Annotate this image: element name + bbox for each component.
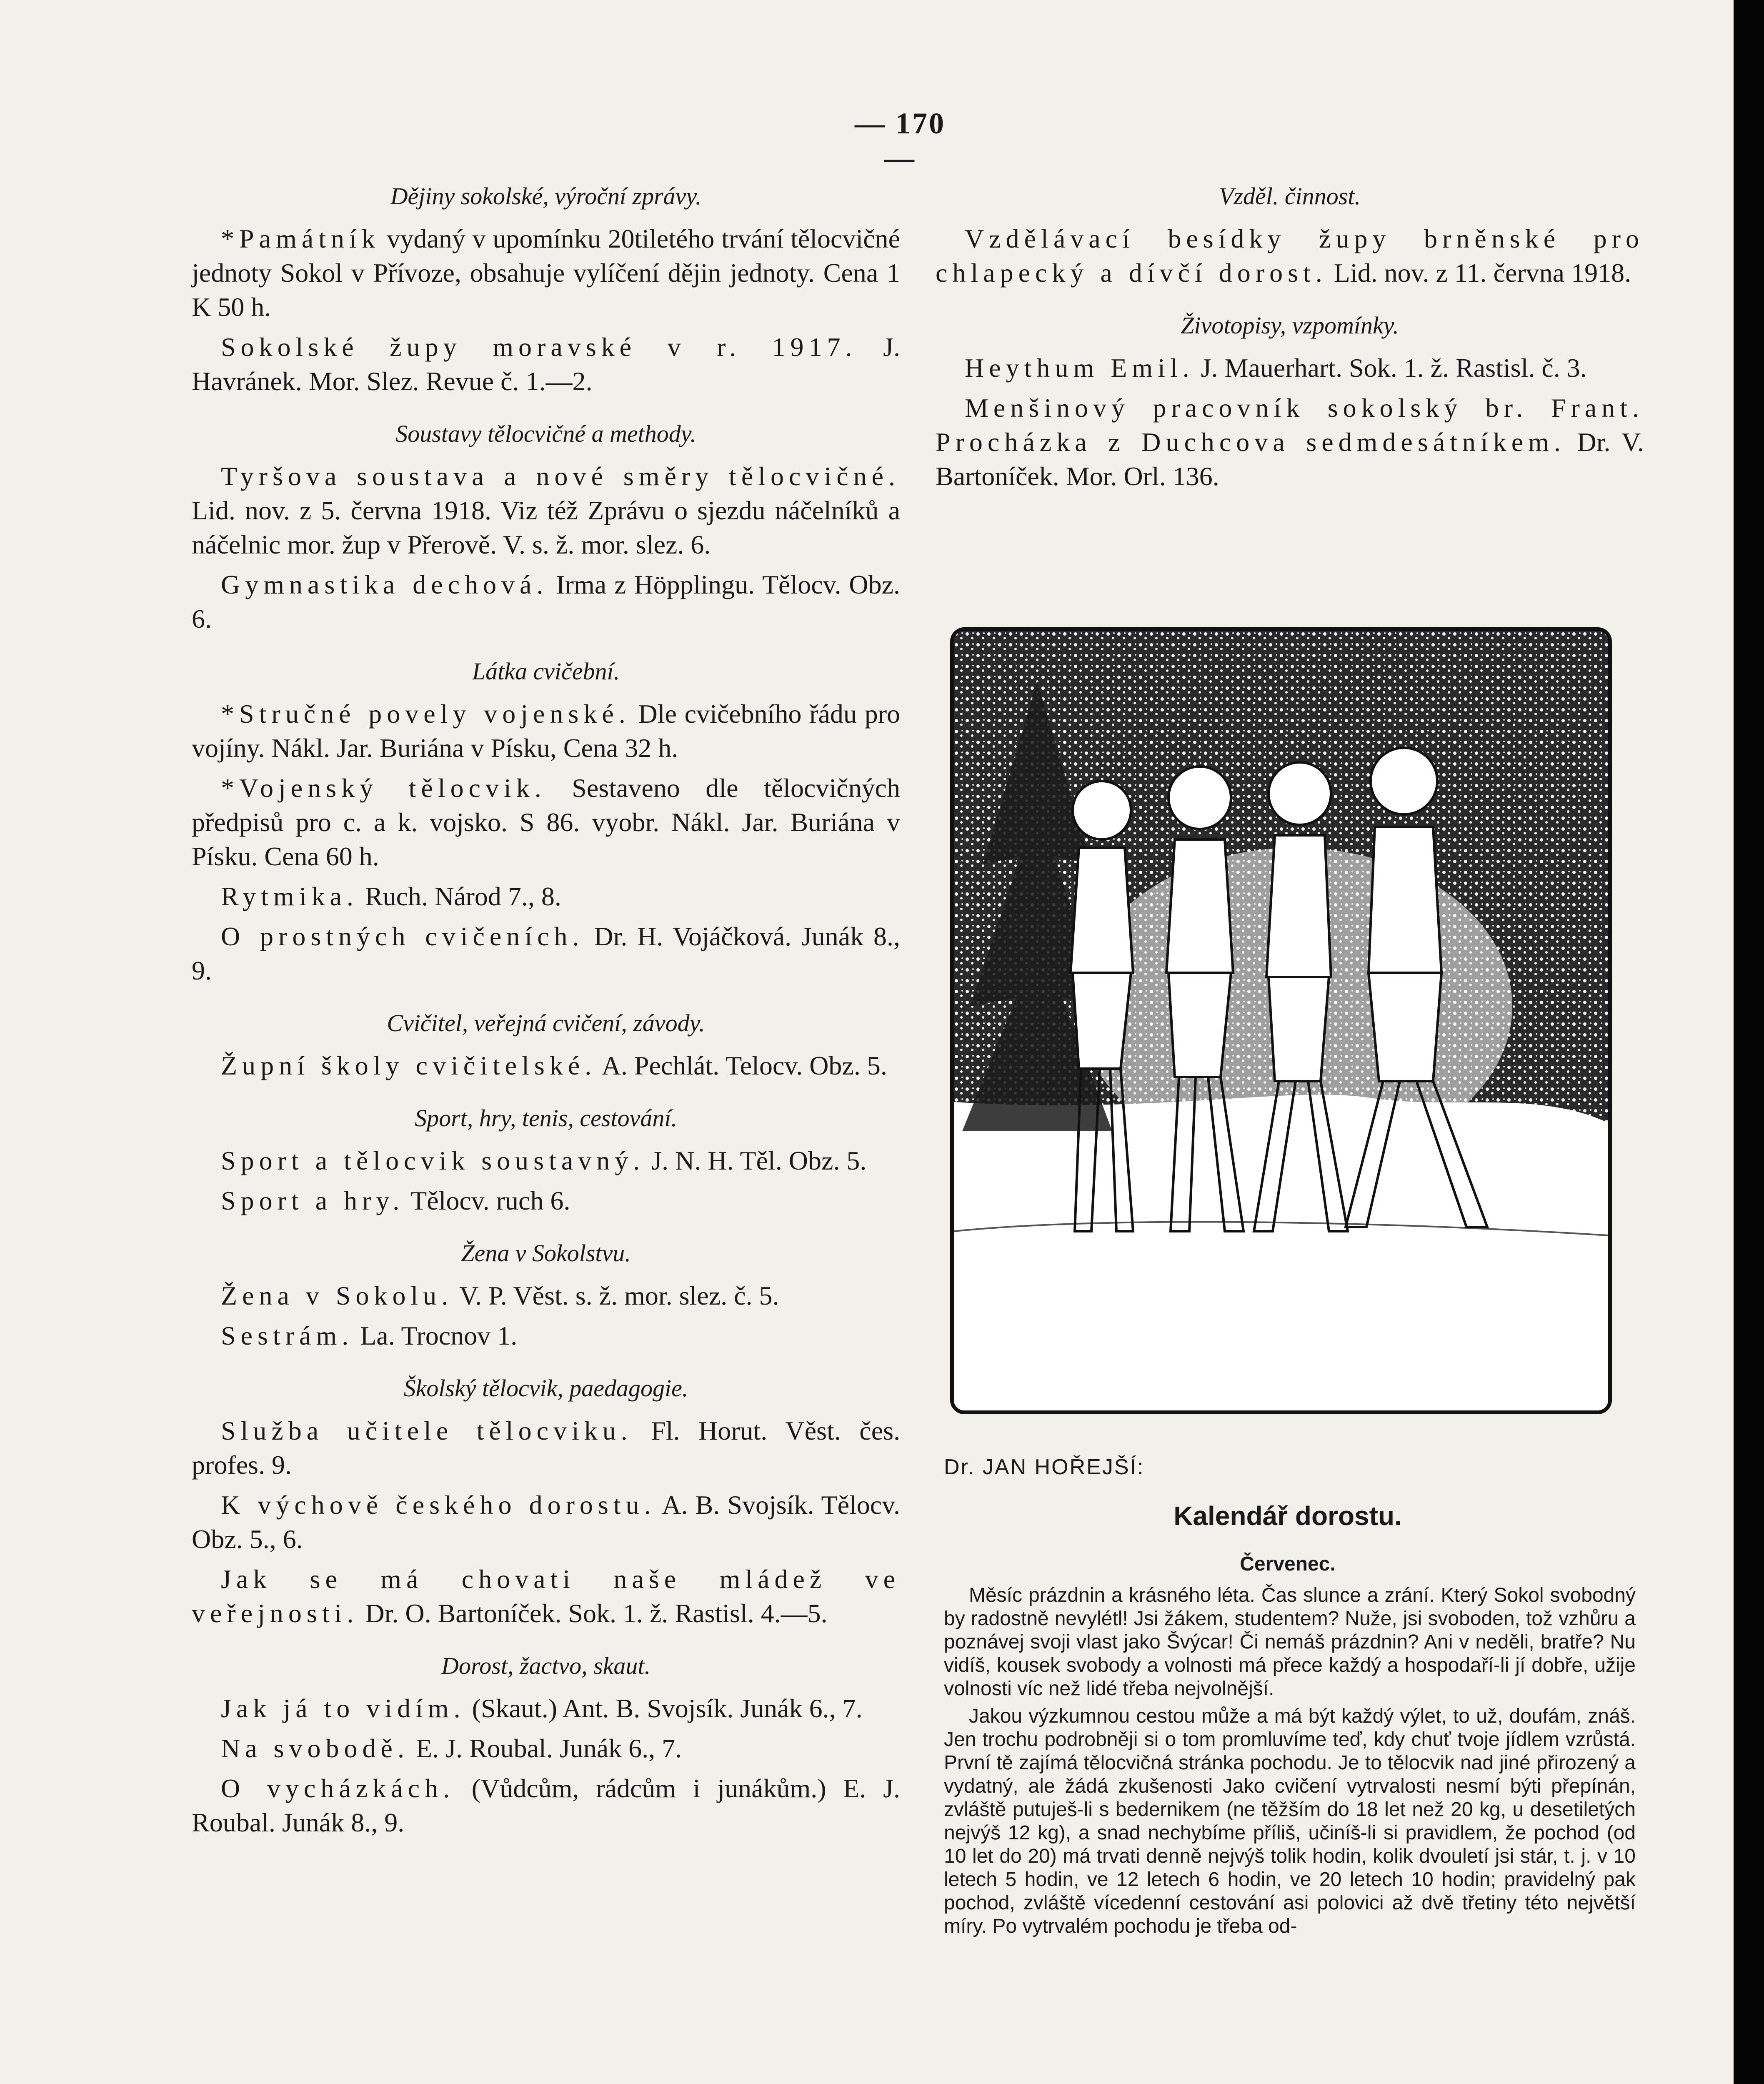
- article-subtitle: Červenec.: [1240, 1553, 1336, 1575]
- bibliography-entry: [192, 1562, 900, 1631]
- entry-source: Dr. V. Bartoníček. Mor. Orl. 136.: [936, 427, 1644, 491]
- entry-title: Menšinový pracovník sokolský br. Frant. Procházka z Duchcova sedmdesátníkem.: [936, 393, 1644, 457]
- section-heading: Žena v Sokolstvu.: [461, 1240, 631, 1267]
- entry-title: Sestrám.: [221, 1321, 354, 1350]
- entry-title: O vycházkách.: [221, 1773, 455, 1803]
- bibliography-entry: [192, 1488, 900, 1556]
- bibliography-entry: [192, 1184, 900, 1218]
- entry-source: J. Havránek. Mor. Slez. Revue č. 1.—2.: [192, 332, 901, 396]
- section-heading: Životopisy, vzpomínky.: [1181, 312, 1399, 339]
- bibliography-entry: [192, 1319, 900, 1353]
- entry-source: Fl. Horut. Věst. čes. profes. 9.: [192, 1416, 900, 1480]
- bibliography-entry: [192, 771, 900, 874]
- right-column: [936, 179, 1644, 512]
- entry-title: Rytmika.: [221, 882, 358, 911]
- entry-title: Sport a tělocvik soustavný.: [221, 1146, 645, 1175]
- entry-title: K výchově českého dorostu.: [221, 1490, 656, 1520]
- entry-source: Dr. O. Bartoníček. Sok. 1. ž. Rastisl. 4.—5.: [358, 1598, 828, 1628]
- entry-source: Irma z Höpplingu. Tělocv. Obz. 6.: [192, 570, 901, 634]
- section-heading: Vzděl. činnost.: [1219, 183, 1361, 210]
- bibliography-entry: [192, 330, 900, 398]
- scan-edge: [1734, 0, 1764, 2084]
- entry-title: O prostných cvičeních.: [221, 922, 584, 951]
- entry-source: Tělocv. ruch 6.: [404, 1186, 570, 1215]
- bibliography-entry: [192, 568, 900, 636]
- entry-title: *Vojenský tělocvik.: [221, 773, 546, 803]
- entry-title: Jak se má chovati naše mládež ve veřejnosti.: [192, 1564, 900, 1628]
- section-heading: Látka cvičební.: [472, 658, 620, 685]
- entry-title: Vzdělávací besídky župy brněnské pro chlapecký a dívčí dorost.: [936, 224, 1644, 288]
- entry-source: La. Trocnov 1.: [353, 1321, 518, 1350]
- entry-source: Dr. H. Vojáčková. Junák 8., 9.: [192, 922, 901, 985]
- entry-source: Lid. nov. z 5. června 1918. Viz též Zprávu o sjezdu náčelníků a náčelnic mor. žup v Přerově. V. s. ž. mor. slez. 6.: [192, 496, 900, 559]
- entry-source: (Vůdcům, rádcům i junákům.) E. J. Roubal. Junák 8., 9.: [192, 1773, 901, 1837]
- illustration-drawing: [954, 631, 1608, 1410]
- boy-1: [1071, 781, 1133, 1231]
- illustration-four-boys-walking: [950, 627, 1612, 1414]
- entry-title: Sokolské župy moravské v r. 1917.: [221, 332, 857, 362]
- bibliography-entry: [192, 1771, 900, 1840]
- entry-source: V. P. Věst. s. ž. mor. slez. č. 5.: [453, 1281, 779, 1310]
- entry-source: Lid. nov. z 11. června 1918.: [1327, 258, 1631, 288]
- bibliography-entry: [192, 919, 900, 988]
- entry-title: Jak já to vidím.: [221, 1693, 465, 1723]
- entry-title: Heythum Emil.: [965, 353, 1194, 383]
- section-heading: Sport, hry, tenis, cestování.: [415, 1105, 677, 1132]
- bibliography-entry: [192, 459, 900, 562]
- section-heading: Soustavy tělocvičné a methody.: [395, 420, 696, 447]
- bibliography-entry: [192, 222, 900, 324]
- entry-title: *Stručné povely vojenské.: [221, 699, 631, 729]
- entry-source: Dle cvičebního řádu pro vojíny. Nákl. Jar. Buriána v Písku, Cena 32 h.: [192, 699, 900, 763]
- bibliography-entry: [936, 222, 1644, 290]
- article-paragraph: Jakou výzkumnou cestou může a má být každý výlet, to už, doufám, znáš. Jen trochu podrobněji si o tom promluvíme teď, kdy chuť tvoje jídlem vzrůstá. První tě zajímá tělocvičná stránka pochodu. Je to tělocvik nad jiné přirozený a vydatný, ale žádá zkušenosti Jako cvičení vytrvalosti nesmí býti přepínán, zvláště putuješ-li s bedernikem (ne těžším do 18 let než 20 kg, u desetiletých nejvýš 12 kg), a snad nechybíme příliš, učiníš-li si pravidlem, že pochod (od 10 let do 20) má trvati denně nejvýš tolik hodin, kolik dvouletí jsi stár, t. j. v 10 letech 5 hodin, ve 12 letech 6 hodin, ve 20 letech 10 hodin; pravidelný pak pochod, zvláště vícedenní cestování asi polovici až dvě třetiny této největší míry. Po vytrvalém pochodu je třeba od-: [944, 1705, 1636, 1937]
- section-heading: Dějiny sokolské, výroční zprávy.: [390, 183, 702, 210]
- entry-source: J. N. H. Těl. Obz. 5.: [645, 1146, 867, 1175]
- entry-source: J. Mauerhart. Sok. 1. ž. Rastisl. č. 3.: [1194, 353, 1587, 383]
- bibliography-entry: [192, 697, 900, 765]
- bibliography-entry: [192, 1049, 900, 1083]
- article-byline: Dr. JAN HOŘEJŠÍ:: [944, 1455, 1145, 1479]
- bibliography-entry: [192, 1691, 900, 1726]
- entry-source: Sestaveno dle tělocvičných předpisů pro c. a k. vojsko. S 86. vyobr. Nákl. Jar. Buriána v Písku. Cena 60 h.: [192, 773, 900, 871]
- bibliography-entry: [192, 1414, 900, 1482]
- entry-title: Gymnastika dechová.: [221, 570, 548, 599]
- bibliography-entry: [936, 391, 1644, 493]
- entry-source: A. B. Svojsík. Tělocv. Obz. 5., 6.: [192, 1490, 901, 1554]
- bibliography-entry: [192, 1279, 900, 1313]
- entry-source: Ruch. Národ 7., 8.: [358, 882, 561, 911]
- entry-title: *Památník: [221, 224, 380, 253]
- section-heading: Dorost, žactvo, skaut.: [441, 1652, 651, 1679]
- bibliography-entry: [936, 351, 1644, 385]
- entry-title: Na svobodě.: [221, 1733, 409, 1763]
- article-title: Kalendář dorostu.: [1173, 1501, 1402, 1531]
- entry-title: Župní školy cvičitelské.: [221, 1051, 597, 1080]
- bibliography-entry: [192, 1731, 900, 1766]
- bibliography-entry: [192, 879, 900, 914]
- entry-title: Služba učitele tělocviku.: [221, 1416, 633, 1445]
- entry-source: (Skaut.) Ant. B. Svojsík. Junák 6., 7.: [465, 1693, 863, 1723]
- bibliography-entry: [192, 1144, 900, 1178]
- entry-title: Tyršova soustava a nové směry tělocvičné.: [221, 461, 900, 491]
- entry-source: A. Pechlát. Telocv. Obz. 5.: [596, 1051, 887, 1080]
- entry-title: Žena v Sokolu.: [221, 1281, 453, 1310]
- article-paragraph: Měsíc prázdnin a krásného léta. Čas slunce a zrání. Který Sokol svobodný by radostně nevylétl! Jsi žákem, studentem? Nuže, jsi svoboden, tož vzhůru a poznávej svoji vlast jako Švýcar! Či nemáš prázdnin? Ani v neděli, bratře? Nu vidíš, kousek svobody a volnosti má přece každý a hospodaří-li jí dobře, užije volnosti víc než lidé třeba nejvolnější.: [944, 1584, 1636, 1700]
- article-body: [944, 1584, 1636, 1942]
- entry-title: Sport a hry.: [221, 1186, 405, 1215]
- section-heading: Školský tělocvik, paedagogie.: [403, 1375, 688, 1402]
- page-number: — 170 —: [855, 107, 946, 175]
- section-heading: Cvičitel, veřejná cvičení, závody.: [387, 1009, 705, 1037]
- entry-source: vydaný v upomínku 20tiletého trvání tělocvičné jednoty Sokol v Přívoze, obsahuje vylíčení dějin jednoty. Cena 1 K 50 h.: [192, 224, 900, 322]
- left-column: [192, 179, 900, 1858]
- entry-source: E. J. Roubal. Junák 6., 7.: [409, 1733, 682, 1763]
